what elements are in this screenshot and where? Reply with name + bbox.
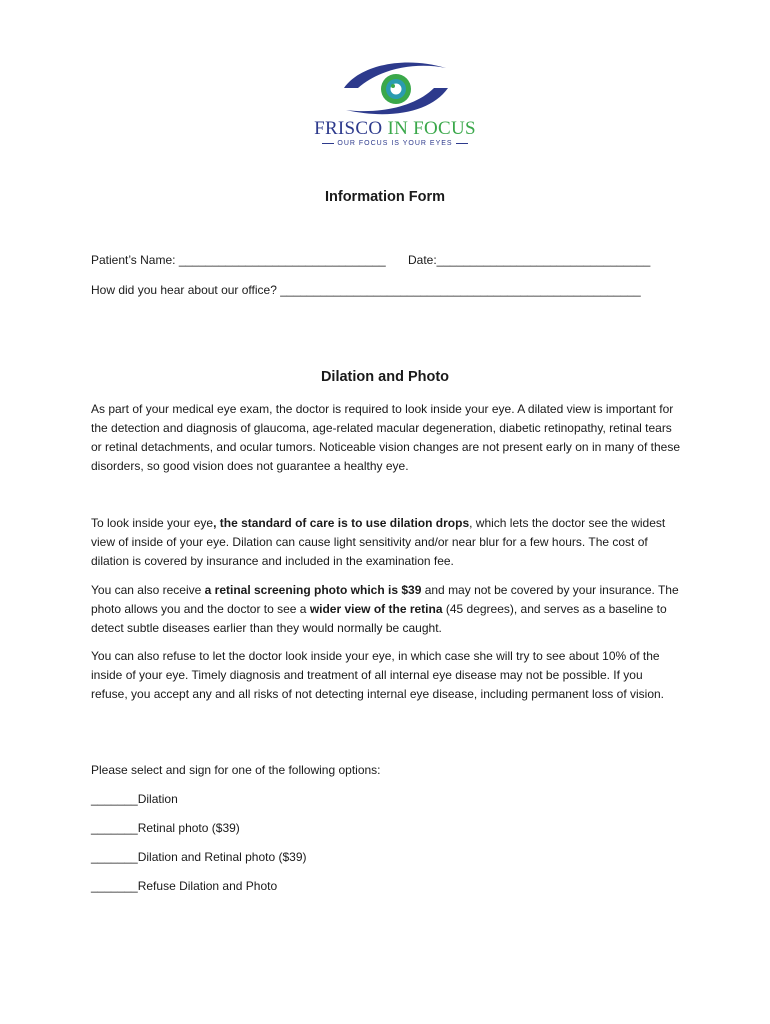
refusal-paragraph: You can also refuse to let the doctor look inside your eye, in which case she will try to see about 10% of the inside of your eye. Timely diagnosis and treatment of all internal eye disease may not be possible. If you refuse, you accept any and all risks of not detecting internal eye disease, including permanent loss of vision. <box>91 649 664 701</box>
logo-brand-part1: FRISCO <box>314 118 388 139</box>
para2-pre: To look inside your eye <box>91 516 214 530</box>
para3-post: (45 degrees), and serves as a baseline to detect subtle diseases earlier than they would normally be caught. <box>91 602 667 635</box>
select-prompt: Please select and sign for one of the following options: <box>91 763 381 777</box>
eye-logo-icon <box>336 58 454 120</box>
retinal-photo-paragraph <box>91 581 681 638</box>
logo-tagline-text: OUR FOCUS IS YOUR EYES <box>337 140 453 147</box>
logo-brand-name <box>300 118 490 140</box>
dilation-intro-paragraph: As part of your medical eye exam, the doctor is required to look inside your eye. A dilated view is important for the detection and diagnosis of glaucoma, age-related macular degeneration, diabetic retinopathy, retinal tears or retinal detachments, and ocular tumors. Noticeable vision changes are not present early on in many of these disorders, so good vision does not guarantee a healthy eye. <box>91 402 680 473</box>
date-field[interactable]: Date:________________________________ <box>408 253 651 267</box>
patient-name-field[interactable]: Patient’s Name: _______________________________ <box>91 253 386 267</box>
logo-brand-part2: IN FOCUS <box>387 118 476 139</box>
frisco-in-focus-logo <box>300 58 490 158</box>
option-refuse[interactable]: _______Refuse Dilation and Photo <box>91 879 278 893</box>
para2-bold: , the standard of care is to use dilation drops <box>213 516 470 530</box>
para2-post: , which lets the doctor see the widest view of inside of your eye. Dilation can cause light sensitivity and/or near blur for a few hours. The cost of dilation is covered by insurance and included in the examination fee. <box>91 516 666 568</box>
option-dilation[interactable]: _______Dilation <box>91 792 178 806</box>
para3-bold2: wider view of the retina <box>309 602 443 616</box>
referral-source-field[interactable]: How did you hear about our office? ______________________________________________________ <box>91 283 641 297</box>
form-title: Information Form <box>324 189 446 205</box>
tagline-rule-right <box>456 143 468 144</box>
logo-tagline <box>300 140 490 147</box>
section-title: Dilation and Photo <box>320 369 450 385</box>
tagline-rule-left <box>322 143 334 144</box>
para3-pre: You can also receive <box>91 583 205 597</box>
para3-bold1: a retinal screening photo which is $39 <box>204 583 422 597</box>
para3-mid: and may not be covered by your insurance. The photo allows you and the doctor to see a <box>91 583 679 616</box>
dilation-drops-paragraph <box>91 514 681 571</box>
option-retinal-photo[interactable]: _______Retinal photo ($39) <box>91 821 240 835</box>
option-dilation-and-photo[interactable]: _______Dilation and Retinal photo ($39) <box>91 850 307 864</box>
